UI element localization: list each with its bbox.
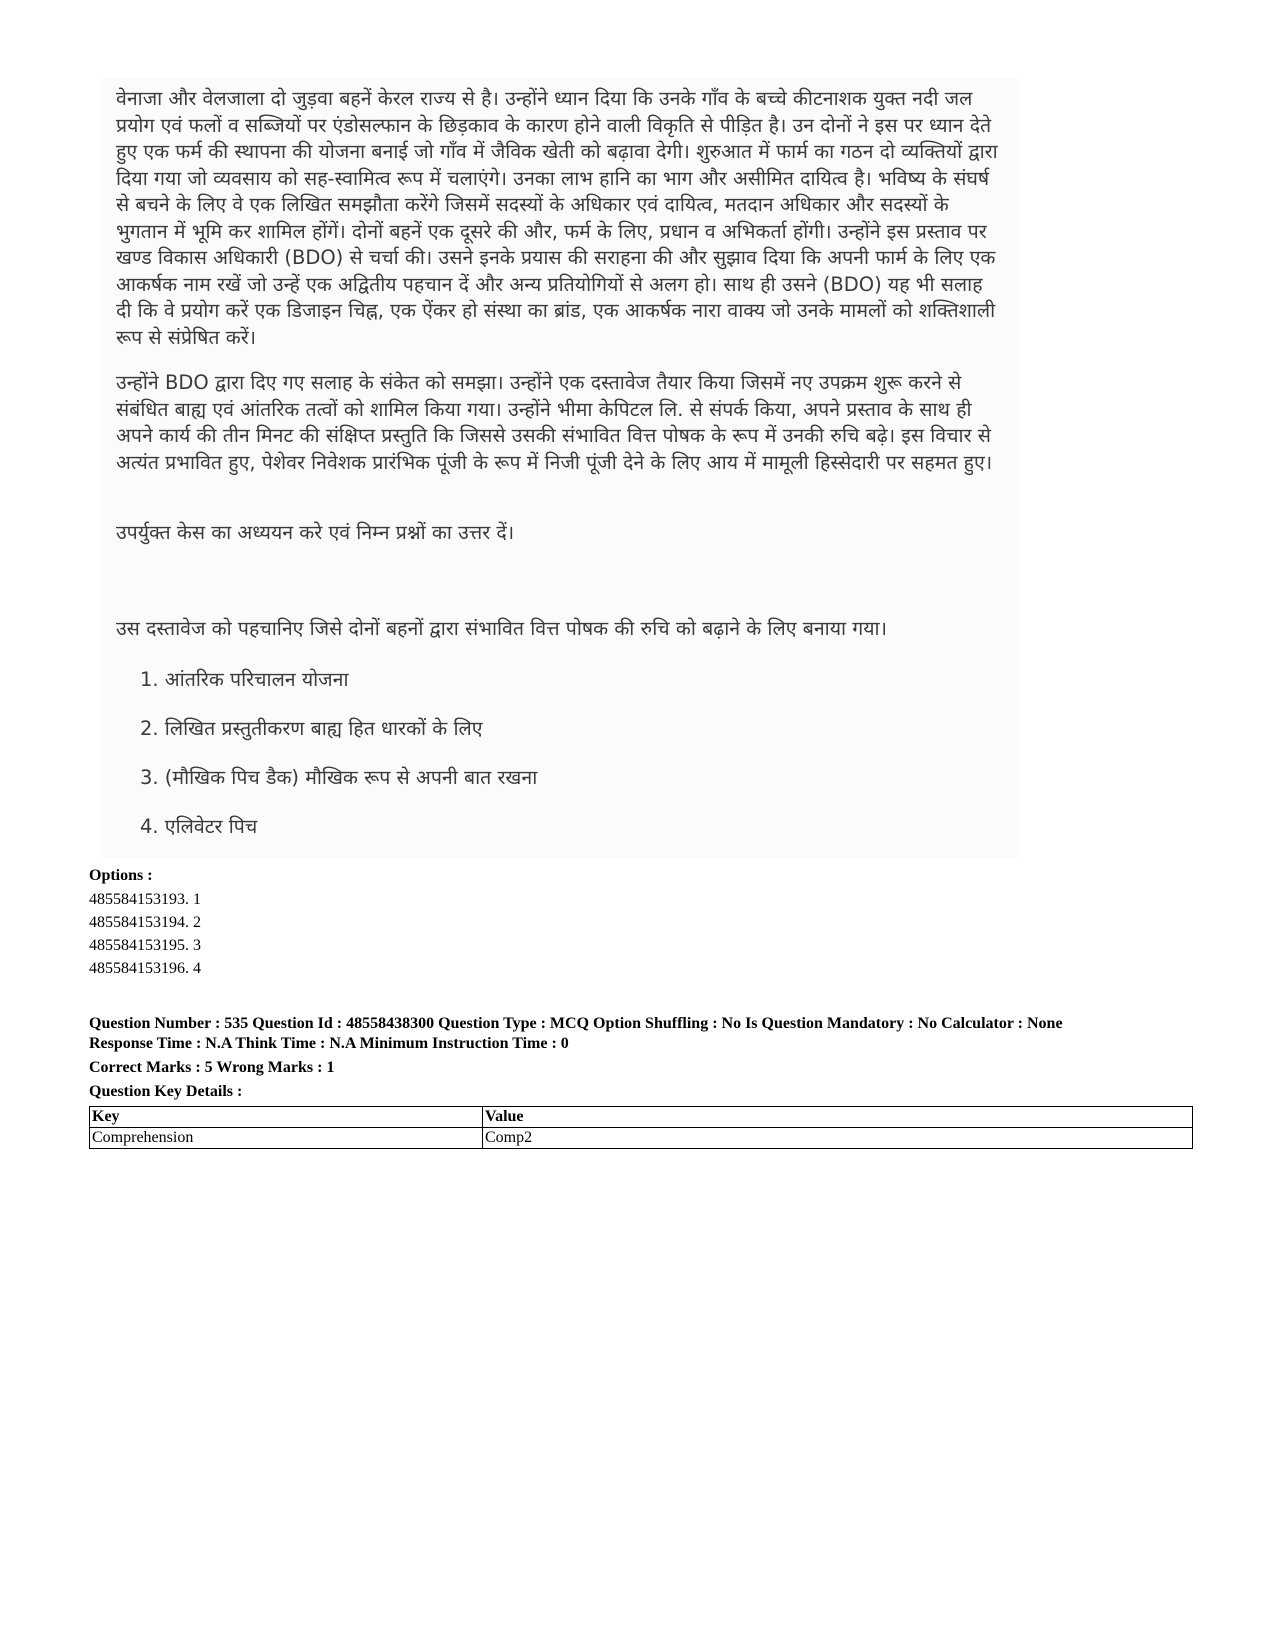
question-text: उस दस्तावेज को पहचानिए जिसे दोनों बहनों द्वारा संभावित वित्त पोषक की रुचि को बढ़ाने के लिए बनाया गया। <box>116 617 887 640</box>
question-info-line: Question Number : 535 Question Id : 48558438300 Question Type : MCQ Option Shuffling : No Is Question Mandatory : No Calculator : None <box>89 1015 1063 1032</box>
key-details-table <box>89 1106 1193 1149</box>
choice-item: 3. (मौखिक पिच डैक) मौखिक रूप से अपनी बात रखना <box>140 766 538 789</box>
passage-paragraph-1: वेनाजा और वेलजाला दो जुड़वा बहनें केरल राज्य से है। उन्होंने ध्यान दिया कि उनके गाँव के बच्चे कीटनाशक युक्त नदी जल प्रयोग एवं फलों व सब्जियों पर एंडोसल्फान के छिड़काव के कारण होने वाली विकृति से पीड़ित है। उन दोनों ने इस पर ध्यान देते हुए एक फर्म की स्थापना की योजना बनाई जो गाँव में जैविक खेती को बढ़ावा देगी। शुरुआत में फार्म का गठन दो व्यक्तियों द्वारा दिया गया जो व्यवसाय को सह-स्वामित्व रूप में चलाएंगे। उनका लाभ हानि का भाग और असीमित दायित्व है। भविष्य के संघर्ष से बचने के लिए वे एक लिखित समझौता करेंगे जिसमें सदस्यों के अधिकार एवं दायित्व, मतदान अधिकार और सदस्यों के भुगतान में भूमि कर शामिल होंगें। दोनों बहनें एक दूसरे की और, फर्म के लिए, प्रधान व अभिकर्ता होंगी। उन्होंने इस प्रस्ताव पर खण्ड विकास अधिकारी (BDO) से चर्चा की। उसने इनके प्रयास की सराहना की और सुझाव दिया कि अपनी फार्म के लिए एक आकर्षक नाम रखें जो उन्हें एक अद्वितीय पहचान दें और अन्य प्रतियोगियों से अलग हो। साथ ही उसने (BDO) यह भी सलाह दी कि वे प्रयोग करें एक डिजाइन चिह्न, एक ऐंकर हो संस्था का ब्रांड, एक आकर्षक नारा वाक्य जो उनके मामलों को शक्तिशाली रूप से संप्रेषित करें। <box>116 87 998 349</box>
option-item: 485584153194. 2 <box>89 914 201 931</box>
choice-item: 1. आंतरिक परिचालन योजना <box>140 668 349 691</box>
table-header-row <box>90 1107 1193 1128</box>
choice-item: 2. लिखित प्रस्तुतीकरण बाह्य हित धारकों के लिए <box>140 717 483 740</box>
question-timing-line: Response Time : N.A Think Time : N.A Minimum Instruction Time : 0 <box>89 1035 569 1052</box>
table-cell-value: Comp2 <box>483 1128 1193 1149</box>
table-header-key: Key <box>90 1107 483 1128</box>
choice-item: 4. एलिवेटर पिच <box>140 815 258 838</box>
question-image <box>100 78 1020 858</box>
table-header-value: Value <box>483 1107 1193 1128</box>
passage-paragraph-2: उन्होंने BDO द्वारा दिए गए सलाह के संकेत को समझा। उन्होंने एक दस्तावेज तैयार किया जिसमें नए उपक्रम शुरू करने से संबंधित बाह्य एवं आंतरिक तत्वों को शामिल किया गया। उन्होंने भीमा केपिटल लि. से संपर्क किया, अपने प्रस्ताव के साथ ही अपने कार्य की तीन मिनट की संक्षिप्त प्रस्तुति कि जिससे उसकी संभावित वित्त पोषक के रूप में उनकी रुचि बढ़े। इस विचार से अत्यंत प्रभावित हुए, पेशेवर निवेशक प्रारंभिक पूंजी के रूप में निजी पूंजी देने के लिए आय में मामूली हिस्सेदारी पर सहमत हुए। <box>116 371 993 474</box>
table-cell-key: Comprehension <box>90 1128 483 1149</box>
option-item: 485584153193. 1 <box>89 891 201 908</box>
marks-line: Correct Marks : 5 Wrong Marks : 1 <box>89 1059 335 1076</box>
table-row <box>90 1128 1193 1149</box>
option-item: 485584153196. 4 <box>89 960 201 977</box>
option-item: 485584153195. 3 <box>89 937 201 954</box>
options-heading: Options : <box>89 867 153 884</box>
passage-instruction: उपर्युक्त केस का अध्ययन करे एवं निम्न प्रश्नों का उत्तर दें। <box>116 521 515 544</box>
key-details-heading: Question Key Details : <box>89 1083 243 1100</box>
